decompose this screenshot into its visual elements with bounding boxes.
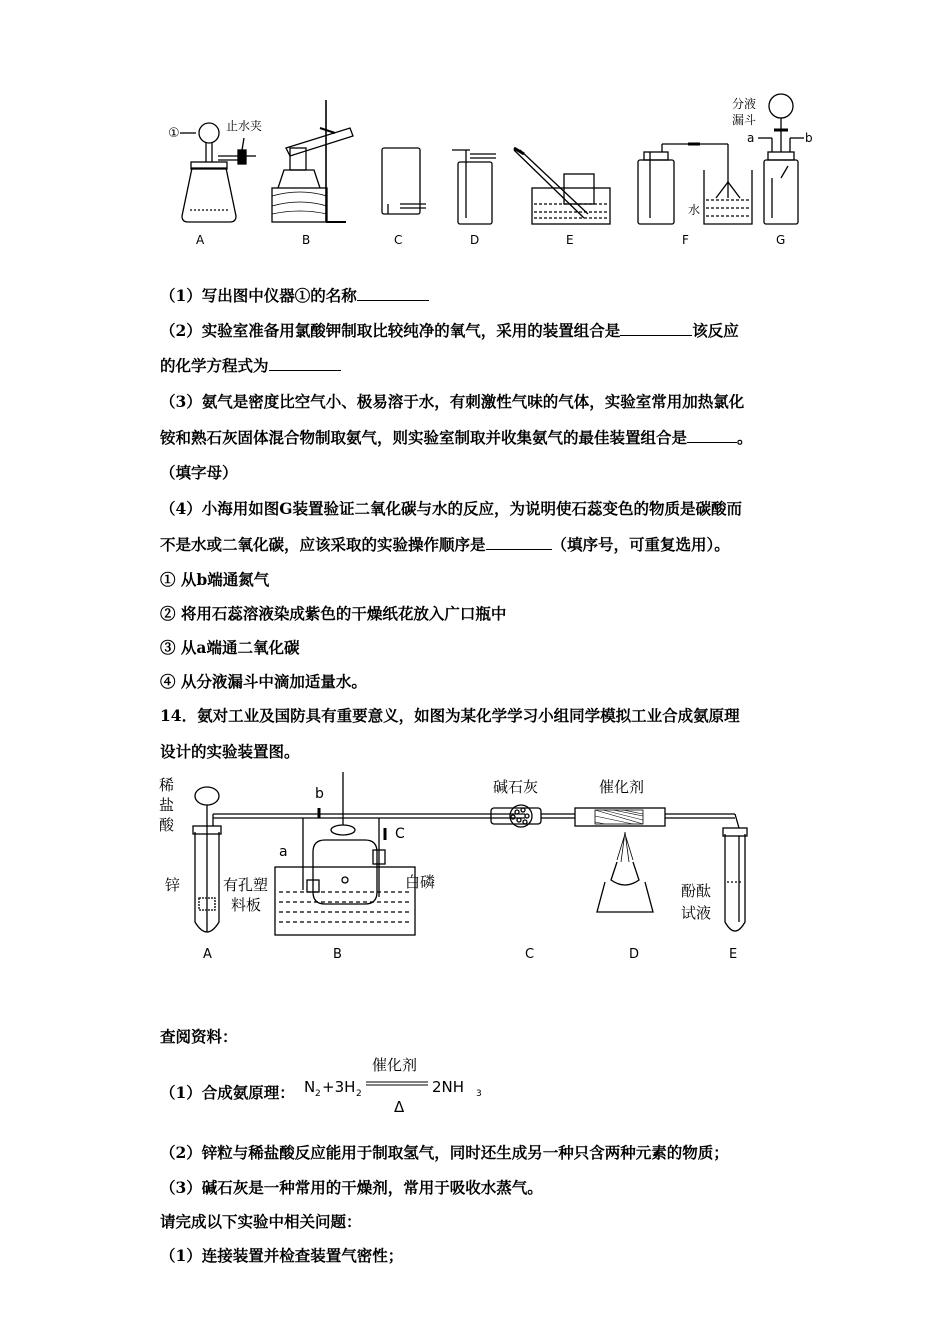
fig2-letter-b: B	[333, 947, 342, 962]
zinc-label: 锌	[165, 876, 181, 894]
answer-blank	[357, 286, 429, 301]
phenol-label-2: 试液	[681, 904, 712, 922]
fig1-letter-b: B	[302, 233, 311, 247]
question-2-line-2: 的化学方程式为	[160, 356, 341, 376]
question-3-line-2: 铵和熟石灰固体混合物制取氨气，则实验室制取并收集氨气的最佳装置组合是 。	[160, 428, 753, 447]
fig1-letter-f: F	[682, 233, 689, 247]
clamp-label: 止水夹	[226, 119, 263, 133]
option-4: ④ 从分液漏斗中滴加适量水。	[160, 672, 367, 691]
tasks-heading: 请完成以下实验中相关问题：	[160, 1212, 362, 1231]
answer-blank	[687, 428, 737, 443]
tasks-item-1: （1）连接装置并检查装置气密性；	[160, 1246, 404, 1265]
formula-h: +3H	[322, 1078, 356, 1096]
question-3-line-3: （填字母）	[160, 463, 238, 482]
apparatus-figure-1	[160, 78, 813, 250]
funnel-label-2: 漏斗	[732, 113, 757, 127]
synthesis-formula	[300, 1050, 490, 1116]
circle-label: ①	[168, 126, 180, 141]
question-4-line-2: 不是水或二氧化碳，应该采取的实验操作顺序是 （填序号，可重复选用）。	[160, 535, 730, 554]
info-item-3: （3）碱石灰是一种常用的干燥剂，常用于吸收水蒸气。	[160, 1178, 543, 1197]
formula-n: N	[304, 1078, 316, 1096]
formula-product: 2NH	[432, 1078, 465, 1096]
info-heading: 查阅资料：	[160, 1027, 238, 1046]
formula-n2-sub: 2	[315, 1089, 321, 1099]
catalyst-label: 催化剂	[599, 778, 645, 796]
fig1-letter-c: C	[394, 233, 403, 247]
formula-condition-bottom: Δ	[394, 1098, 405, 1116]
port-a-label: a	[747, 131, 755, 145]
acid-label-1: 稀	[159, 776, 175, 794]
question-4-line-1: （4）小海用如图G装置验证二氧化碳与水的反应，为说明使石蕊变色的物质是碳酸而	[160, 499, 743, 518]
fig2-port-c: C	[395, 826, 405, 842]
option-2: ② 将用石蕊溶液染成紫色的干燥纸花放入广口瓶中	[160, 604, 507, 623]
fig1-letter-a: A	[196, 233, 205, 247]
question-14-line-2: 设计的实验装置图。	[160, 742, 300, 761]
apparatus-figure-2	[155, 772, 775, 972]
option-1: ① 从b端通氮气	[160, 570, 270, 589]
soda-lime-label: 碱石灰	[493, 778, 539, 796]
fig1-letter-g: G	[776, 233, 786, 247]
phenol-label-1: 酚酞	[681, 882, 712, 900]
question-3-line-1: （3）氨气是密度比空气小、极易溶于水，有刺激性气味的气体，实验室常用加热氯化	[160, 392, 745, 411]
formula-nh3-sub: 3	[476, 1089, 482, 1099]
question-14-line-1: 14．氨对工业及国防具有重要意义，如图为某化学学习小组同学模拟工业合成氨原理	[160, 706, 740, 725]
funnel-label-1: 分液	[732, 97, 757, 111]
acid-label-2: 盐	[159, 796, 175, 814]
water-label: 水	[688, 203, 701, 217]
phosphorus-label: 白磷	[405, 873, 436, 891]
fig2-port-a: a	[279, 844, 288, 860]
answer-blank	[620, 321, 692, 336]
plate-label-1: 有孔塑	[223, 876, 269, 894]
option-3: ③ 从a端通二氧化碳	[160, 638, 300, 657]
info-item-1-prefix: （1）合成氨原理：	[160, 1083, 295, 1102]
fig2-letter-a: A	[203, 947, 212, 962]
fig1-letter-d: D	[470, 233, 480, 247]
fig2-letter-c: C	[525, 947, 535, 962]
answer-blank	[486, 535, 552, 550]
formula-h2-sub: 2	[356, 1089, 362, 1099]
formula-condition-top: 催化剂	[372, 1056, 418, 1074]
fig2-port-b: b	[315, 786, 324, 802]
fig2-letter-e: E	[729, 947, 738, 962]
acid-label-3: 酸	[159, 816, 175, 834]
question-1: （1）写出图中仪器①的名称	[160, 286, 429, 306]
port-b-label: b	[805, 131, 813, 145]
info-item-2: （2）锌粒与稀盐酸反应能用于制取氢气，同时还生成另一种只含两种元素的物质；	[160, 1143, 729, 1162]
question-2-line-1: （2）实验室准备用氯酸钾制取比较纯净的氧气，采用的装置组合是 该反应	[160, 321, 739, 340]
plate-label-2: 料板	[231, 896, 262, 914]
answer-blank	[269, 356, 341, 371]
fig1-letter-e: E	[566, 233, 574, 247]
fig2-letter-d: D	[629, 947, 640, 962]
